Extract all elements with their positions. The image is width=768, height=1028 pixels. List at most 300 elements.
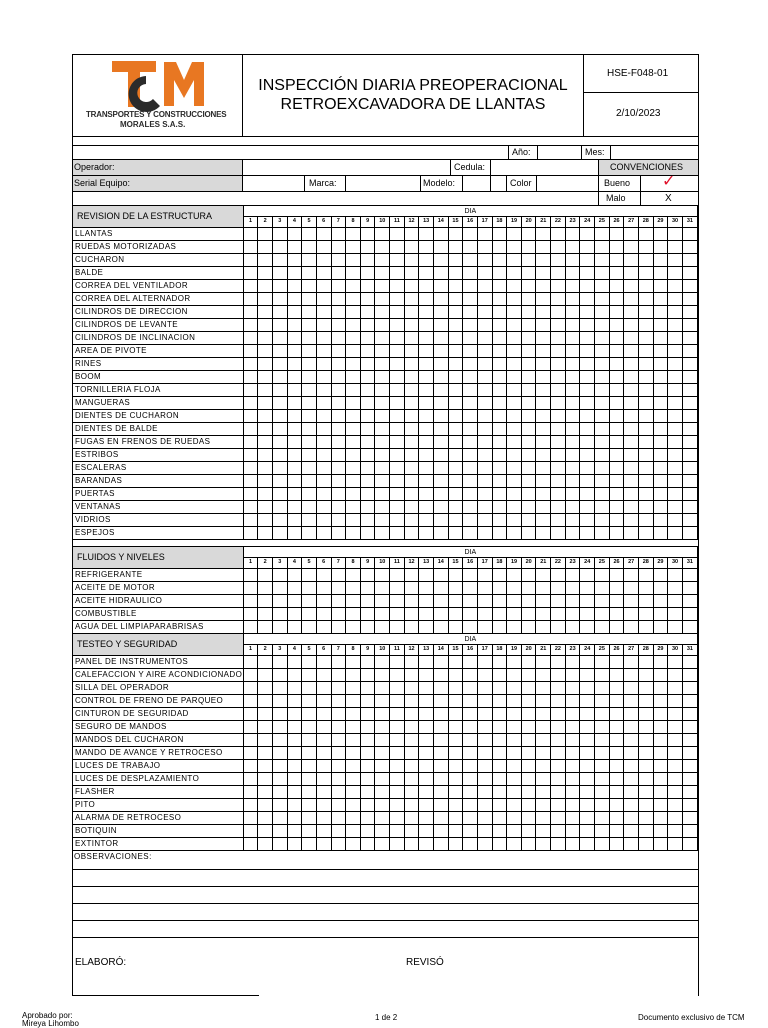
day-check-cell[interactable] <box>682 241 697 254</box>
day-check-cell[interactable] <box>536 488 551 501</box>
day-check-cell[interactable] <box>638 621 653 634</box>
day-check-cell[interactable] <box>404 682 419 695</box>
day-check-cell[interactable] <box>638 475 653 488</box>
day-check-cell[interactable] <box>580 228 595 241</box>
day-check-cell[interactable] <box>419 462 434 475</box>
day-check-cell[interactable] <box>419 358 434 371</box>
day-check-cell[interactable] <box>463 319 478 332</box>
day-check-cell[interactable] <box>682 228 697 241</box>
day-check-cell[interactable] <box>331 734 346 747</box>
day-check-cell[interactable] <box>477 786 492 799</box>
day-check-cell[interactable] <box>463 254 478 267</box>
day-check-cell[interactable] <box>448 319 463 332</box>
day-check-cell[interactable] <box>477 682 492 695</box>
day-check-cell[interactable] <box>477 514 492 527</box>
day-check-cell[interactable] <box>682 682 697 695</box>
day-check-cell[interactable] <box>390 760 405 773</box>
day-check-cell[interactable] <box>346 488 361 501</box>
day-check-cell[interactable] <box>580 514 595 527</box>
day-check-cell[interactable] <box>565 608 580 621</box>
day-check-cell[interactable] <box>609 462 624 475</box>
day-check-cell[interactable] <box>507 734 522 747</box>
day-check-cell[interactable] <box>375 423 390 436</box>
day-check-cell[interactable] <box>390 475 405 488</box>
day-check-cell[interactable] <box>536 760 551 773</box>
day-check-cell[interactable] <box>243 621 258 634</box>
day-check-cell[interactable] <box>331 656 346 669</box>
day-check-cell[interactable] <box>653 695 668 708</box>
day-check-cell[interactable] <box>477 569 492 582</box>
day-check-cell[interactable] <box>638 488 653 501</box>
day-check-cell[interactable] <box>360 358 375 371</box>
day-check-cell[interactable] <box>551 514 566 527</box>
day-check-cell[interactable] <box>419 397 434 410</box>
day-check-cell[interactable] <box>258 410 273 423</box>
day-check-cell[interactable] <box>360 786 375 799</box>
day-check-cell[interactable] <box>302 319 317 332</box>
day-check-cell[interactable] <box>507 475 522 488</box>
day-check-cell[interactable] <box>448 254 463 267</box>
day-check-cell[interactable] <box>668 228 683 241</box>
day-check-cell[interactable] <box>463 371 478 384</box>
day-check-cell[interactable] <box>302 332 317 345</box>
day-check-cell[interactable] <box>419 449 434 462</box>
day-check-cell[interactable] <box>302 734 317 747</box>
day-check-cell[interactable] <box>404 319 419 332</box>
day-check-cell[interactable] <box>258 371 273 384</box>
day-check-cell[interactable] <box>477 621 492 634</box>
day-check-cell[interactable] <box>390 332 405 345</box>
day-check-cell[interactable] <box>258 786 273 799</box>
day-check-cell[interactable] <box>477 608 492 621</box>
day-check-cell[interactable] <box>492 267 507 280</box>
day-check-cell[interactable] <box>595 475 610 488</box>
day-check-cell[interactable] <box>302 358 317 371</box>
day-check-cell[interactable] <box>565 436 580 449</box>
day-check-cell[interactable] <box>580 423 595 436</box>
day-check-cell[interactable] <box>638 423 653 436</box>
day-check-cell[interactable] <box>302 786 317 799</box>
day-check-cell[interactable] <box>536 501 551 514</box>
day-check-cell[interactable] <box>536 241 551 254</box>
day-check-cell[interactable] <box>682 825 697 838</box>
day-check-cell[interactable] <box>477 410 492 423</box>
day-check-cell[interactable] <box>551 332 566 345</box>
day-check-cell[interactable] <box>360 462 375 475</box>
day-check-cell[interactable] <box>272 825 287 838</box>
day-check-cell[interactable] <box>507 462 522 475</box>
day-check-cell[interactable] <box>653 293 668 306</box>
day-check-cell[interactable] <box>448 332 463 345</box>
day-check-cell[interactable] <box>360 721 375 734</box>
day-check-cell[interactable] <box>390 462 405 475</box>
day-check-cell[interactable] <box>653 423 668 436</box>
day-check-cell[interactable] <box>507 656 522 669</box>
day-check-cell[interactable] <box>302 228 317 241</box>
day-check-cell[interactable] <box>609 608 624 621</box>
day-check-cell[interactable] <box>404 656 419 669</box>
day-check-cell[interactable] <box>360 280 375 293</box>
day-check-cell[interactable] <box>346 397 361 410</box>
day-check-cell[interactable] <box>609 358 624 371</box>
day-check-cell[interactable] <box>595 708 610 721</box>
day-check-cell[interactable] <box>390 656 405 669</box>
day-check-cell[interactable] <box>507 569 522 582</box>
day-check-cell[interactable] <box>638 569 653 582</box>
day-check-cell[interactable] <box>536 708 551 721</box>
day-check-cell[interactable] <box>477 669 492 682</box>
day-check-cell[interactable] <box>580 371 595 384</box>
day-check-cell[interactable] <box>609 254 624 267</box>
day-check-cell[interactable] <box>551 501 566 514</box>
day-check-cell[interactable] <box>287 475 302 488</box>
day-check-cell[interactable] <box>404 812 419 825</box>
day-check-cell[interactable] <box>331 682 346 695</box>
day-check-cell[interactable] <box>565 332 580 345</box>
day-check-cell[interactable] <box>580 773 595 786</box>
day-check-cell[interactable] <box>595 669 610 682</box>
day-check-cell[interactable] <box>682 436 697 449</box>
day-check-cell[interactable] <box>668 786 683 799</box>
day-check-cell[interactable] <box>360 371 375 384</box>
day-check-cell[interactable] <box>287 669 302 682</box>
day-check-cell[interactable] <box>638 695 653 708</box>
day-check-cell[interactable] <box>434 786 449 799</box>
day-check-cell[interactable] <box>507 423 522 436</box>
day-check-cell[interactable] <box>580 682 595 695</box>
day-check-cell[interactable] <box>521 621 536 634</box>
day-check-cell[interactable] <box>580 695 595 708</box>
day-check-cell[interactable] <box>448 595 463 608</box>
day-check-cell[interactable] <box>390 747 405 760</box>
day-check-cell[interactable] <box>390 319 405 332</box>
day-check-cell[interactable] <box>360 241 375 254</box>
day-check-cell[interactable] <box>580 501 595 514</box>
day-check-cell[interactable] <box>302 501 317 514</box>
day-check-cell[interactable] <box>682 397 697 410</box>
day-check-cell[interactable] <box>536 721 551 734</box>
day-check-cell[interactable] <box>331 527 346 540</box>
day-check-cell[interactable] <box>419 786 434 799</box>
day-check-cell[interactable] <box>682 423 697 436</box>
day-check-cell[interactable] <box>287 569 302 582</box>
day-check-cell[interactable] <box>565 695 580 708</box>
day-check-cell[interactable] <box>580 621 595 634</box>
day-check-cell[interactable] <box>316 488 331 501</box>
day-check-cell[interactable] <box>653 595 668 608</box>
day-check-cell[interactable] <box>682 786 697 799</box>
day-check-cell[interactable] <box>580 254 595 267</box>
day-check-cell[interactable] <box>360 267 375 280</box>
day-check-cell[interactable] <box>682 621 697 634</box>
day-check-cell[interactable] <box>463 682 478 695</box>
day-check-cell[interactable] <box>682 514 697 527</box>
day-check-cell[interactable] <box>434 501 449 514</box>
day-check-cell[interactable] <box>682 838 697 851</box>
day-check-cell[interactable] <box>595 319 610 332</box>
day-check-cell[interactable] <box>419 267 434 280</box>
day-check-cell[interactable] <box>331 708 346 721</box>
day-check-cell[interactable] <box>521 799 536 812</box>
day-check-cell[interactable] <box>653 682 668 695</box>
day-check-cell[interactable] <box>390 838 405 851</box>
day-check-cell[interactable] <box>595 410 610 423</box>
day-check-cell[interactable] <box>477 799 492 812</box>
day-check-cell[interactable] <box>536 410 551 423</box>
day-check-cell[interactable] <box>434 371 449 384</box>
day-check-cell[interactable] <box>390 825 405 838</box>
day-check-cell[interactable] <box>302 397 317 410</box>
day-check-cell[interactable] <box>404 799 419 812</box>
day-check-cell[interactable] <box>653 267 668 280</box>
day-check-cell[interactable] <box>302 682 317 695</box>
day-check-cell[interactable] <box>419 423 434 436</box>
day-check-cell[interactable] <box>521 293 536 306</box>
day-check-cell[interactable] <box>287 488 302 501</box>
day-check-cell[interactable] <box>492 462 507 475</box>
day-check-cell[interactable] <box>668 397 683 410</box>
day-check-cell[interactable] <box>624 488 639 501</box>
day-check-cell[interactable] <box>404 721 419 734</box>
day-check-cell[interactable] <box>668 747 683 760</box>
day-check-cell[interactable] <box>595 786 610 799</box>
day-check-cell[interactable] <box>477 825 492 838</box>
day-check-cell[interactable] <box>565 501 580 514</box>
day-check-cell[interactable] <box>638 799 653 812</box>
day-check-cell[interactable] <box>624 708 639 721</box>
day-check-cell[interactable] <box>316 621 331 634</box>
day-check-cell[interactable] <box>668 825 683 838</box>
day-check-cell[interactable] <box>682 410 697 423</box>
day-check-cell[interactable] <box>624 682 639 695</box>
day-check-cell[interactable] <box>521 838 536 851</box>
day-check-cell[interactable] <box>360 254 375 267</box>
day-check-cell[interactable] <box>653 812 668 825</box>
day-check-cell[interactable] <box>565 734 580 747</box>
day-check-cell[interactable] <box>316 734 331 747</box>
day-check-cell[interactable] <box>390 569 405 582</box>
day-check-cell[interactable] <box>638 384 653 397</box>
day-check-cell[interactable] <box>653 319 668 332</box>
day-check-cell[interactable] <box>638 514 653 527</box>
day-check-cell[interactable] <box>404 423 419 436</box>
day-check-cell[interactable] <box>243 569 258 582</box>
day-check-cell[interactable] <box>375 608 390 621</box>
day-check-cell[interactable] <box>551 747 566 760</box>
day-check-cell[interactable] <box>507 514 522 527</box>
day-check-cell[interactable] <box>536 527 551 540</box>
day-check-cell[interactable] <box>507 410 522 423</box>
day-check-cell[interactable] <box>404 669 419 682</box>
day-check-cell[interactable] <box>434 760 449 773</box>
day-check-cell[interactable] <box>565 582 580 595</box>
day-check-cell[interactable] <box>346 760 361 773</box>
day-check-cell[interactable] <box>404 838 419 851</box>
day-check-cell[interactable] <box>565 345 580 358</box>
day-check-cell[interactable] <box>434 345 449 358</box>
day-check-cell[interactable] <box>638 254 653 267</box>
day-check-cell[interactable] <box>668 319 683 332</box>
day-check-cell[interactable] <box>390 280 405 293</box>
day-check-cell[interactable] <box>258 449 273 462</box>
day-check-cell[interactable] <box>463 358 478 371</box>
day-check-cell[interactable] <box>316 319 331 332</box>
day-check-cell[interactable] <box>331 569 346 582</box>
day-check-cell[interactable] <box>653 436 668 449</box>
day-check-cell[interactable] <box>287 358 302 371</box>
day-check-cell[interactable] <box>243 734 258 747</box>
day-check-cell[interactable] <box>595 773 610 786</box>
day-check-cell[interactable] <box>609 228 624 241</box>
day-check-cell[interactable] <box>316 345 331 358</box>
day-check-cell[interactable] <box>302 799 317 812</box>
day-check-cell[interactable] <box>609 621 624 634</box>
observaciones-field[interactable] <box>73 862 698 936</box>
day-check-cell[interactable] <box>243 721 258 734</box>
day-check-cell[interactable] <box>492 682 507 695</box>
day-check-cell[interactable] <box>477 475 492 488</box>
day-check-cell[interactable] <box>258 306 273 319</box>
day-check-cell[interactable] <box>272 332 287 345</box>
day-check-cell[interactable] <box>624 656 639 669</box>
day-check-cell[interactable] <box>434 582 449 595</box>
day-check-cell[interactable] <box>375 708 390 721</box>
day-check-cell[interactable] <box>477 332 492 345</box>
day-check-cell[interactable] <box>390 812 405 825</box>
day-check-cell[interactable] <box>390 695 405 708</box>
day-check-cell[interactable] <box>287 397 302 410</box>
day-check-cell[interactable] <box>536 280 551 293</box>
day-check-cell[interactable] <box>463 595 478 608</box>
day-check-cell[interactable] <box>551 595 566 608</box>
day-check-cell[interactable] <box>346 228 361 241</box>
day-check-cell[interactable] <box>536 582 551 595</box>
day-check-cell[interactable] <box>492 371 507 384</box>
day-check-cell[interactable] <box>638 449 653 462</box>
day-check-cell[interactable] <box>316 695 331 708</box>
day-check-cell[interactable] <box>434 708 449 721</box>
day-check-cell[interactable] <box>682 608 697 621</box>
day-check-cell[interactable] <box>638 371 653 384</box>
day-check-cell[interactable] <box>521 721 536 734</box>
day-check-cell[interactable] <box>448 695 463 708</box>
day-check-cell[interactable] <box>595 254 610 267</box>
day-check-cell[interactable] <box>360 773 375 786</box>
day-check-cell[interactable] <box>536 595 551 608</box>
day-check-cell[interactable] <box>682 345 697 358</box>
day-check-cell[interactable] <box>580 267 595 280</box>
day-check-cell[interactable] <box>609 582 624 595</box>
day-check-cell[interactable] <box>668 695 683 708</box>
day-check-cell[interactable] <box>375 384 390 397</box>
day-check-cell[interactable] <box>682 527 697 540</box>
day-check-cell[interactable] <box>346 582 361 595</box>
day-check-cell[interactable] <box>316 228 331 241</box>
day-check-cell[interactable] <box>492 595 507 608</box>
day-check-cell[interactable] <box>375 569 390 582</box>
day-check-cell[interactable] <box>316 397 331 410</box>
day-check-cell[interactable] <box>434 488 449 501</box>
day-check-cell[interactable] <box>477 527 492 540</box>
day-check-cell[interactable] <box>331 332 346 345</box>
day-check-cell[interactable] <box>668 358 683 371</box>
day-check-cell[interactable] <box>419 514 434 527</box>
day-check-cell[interactable] <box>243 514 258 527</box>
day-check-cell[interactable] <box>653 825 668 838</box>
day-check-cell[interactable] <box>404 293 419 306</box>
day-check-cell[interactable] <box>404 397 419 410</box>
day-check-cell[interactable] <box>653 410 668 423</box>
day-check-cell[interactable] <box>668 306 683 319</box>
day-check-cell[interactable] <box>477 695 492 708</box>
day-check-cell[interactable] <box>302 608 317 621</box>
day-check-cell[interactable] <box>434 825 449 838</box>
day-check-cell[interactable] <box>492 569 507 582</box>
day-check-cell[interactable] <box>419 280 434 293</box>
cedula-field[interactable] <box>491 160 597 174</box>
day-check-cell[interactable] <box>551 397 566 410</box>
operador-field[interactable] <box>243 160 449 174</box>
day-check-cell[interactable] <box>434 241 449 254</box>
day-check-cell[interactable] <box>258 582 273 595</box>
day-check-cell[interactable] <box>521 397 536 410</box>
day-check-cell[interactable] <box>390 527 405 540</box>
day-check-cell[interactable] <box>477 747 492 760</box>
day-check-cell[interactable] <box>551 228 566 241</box>
day-check-cell[interactable] <box>521 449 536 462</box>
day-check-cell[interactable] <box>580 241 595 254</box>
day-check-cell[interactable] <box>302 423 317 436</box>
day-check-cell[interactable] <box>565 254 580 267</box>
day-check-cell[interactable] <box>434 449 449 462</box>
day-check-cell[interactable] <box>536 682 551 695</box>
day-check-cell[interactable] <box>404 267 419 280</box>
day-check-cell[interactable] <box>375 345 390 358</box>
day-check-cell[interactable] <box>653 799 668 812</box>
day-check-cell[interactable] <box>360 410 375 423</box>
day-check-cell[interactable] <box>390 734 405 747</box>
day-check-cell[interactable] <box>448 280 463 293</box>
day-check-cell[interactable] <box>346 345 361 358</box>
day-check-cell[interactable] <box>287 306 302 319</box>
day-check-cell[interactable] <box>682 734 697 747</box>
day-check-cell[interactable] <box>565 825 580 838</box>
day-check-cell[interactable] <box>507 449 522 462</box>
day-check-cell[interactable] <box>404 488 419 501</box>
day-check-cell[interactable] <box>624 449 639 462</box>
day-check-cell[interactable] <box>609 786 624 799</box>
day-check-cell[interactable] <box>565 527 580 540</box>
day-check-cell[interactable] <box>551 241 566 254</box>
day-check-cell[interactable] <box>653 332 668 345</box>
day-check-cell[interactable] <box>551 760 566 773</box>
day-check-cell[interactable] <box>521 708 536 721</box>
day-check-cell[interactable] <box>243 582 258 595</box>
day-check-cell[interactable] <box>419 812 434 825</box>
day-check-cell[interactable] <box>521 825 536 838</box>
day-check-cell[interactable] <box>287 241 302 254</box>
day-check-cell[interactable] <box>507 319 522 332</box>
day-check-cell[interactable] <box>609 332 624 345</box>
day-check-cell[interactable] <box>287 410 302 423</box>
day-check-cell[interactable] <box>565 682 580 695</box>
day-check-cell[interactable] <box>346 280 361 293</box>
day-check-cell[interactable] <box>360 436 375 449</box>
day-check-cell[interactable] <box>302 514 317 527</box>
day-check-cell[interactable] <box>448 838 463 851</box>
day-check-cell[interactable] <box>331 812 346 825</box>
day-check-cell[interactable] <box>653 608 668 621</box>
